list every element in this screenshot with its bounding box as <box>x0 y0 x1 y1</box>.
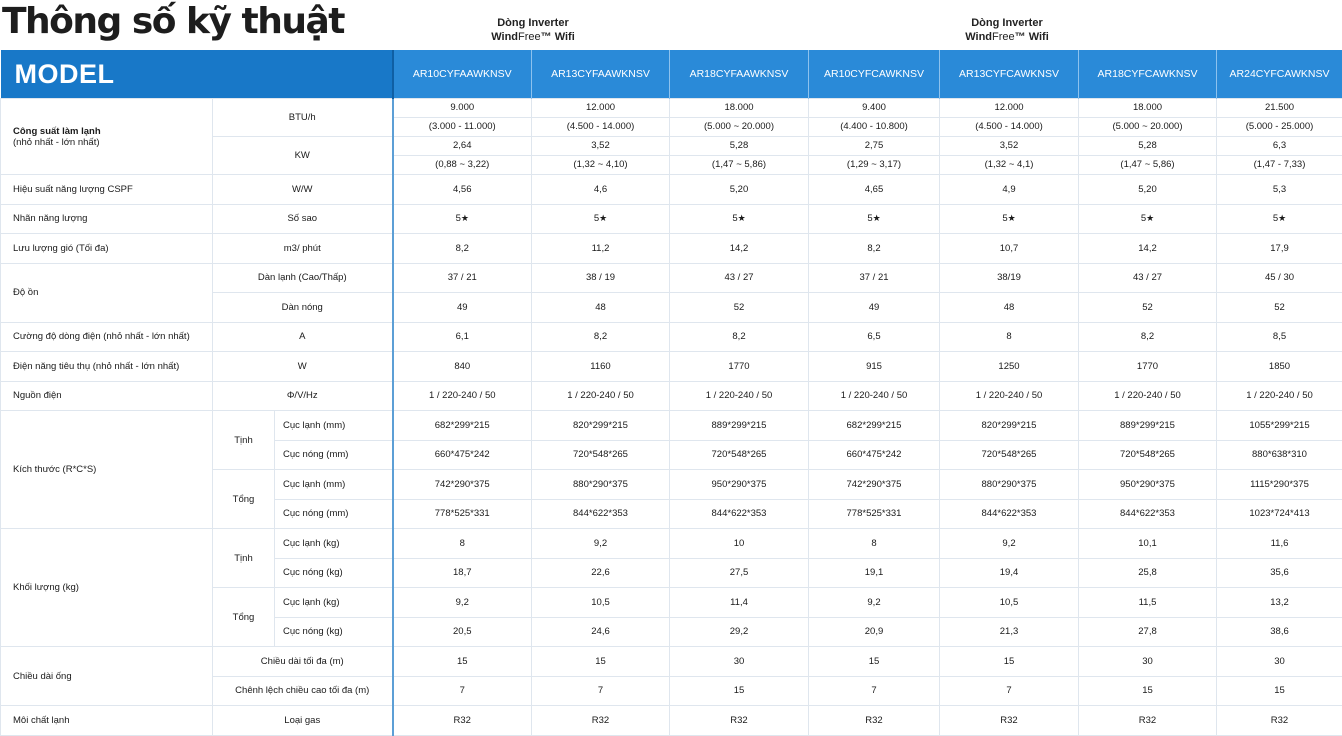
series-brand <box>922 30 1092 44</box>
value-cell: 1 / 220-240 / 50 <box>809 381 940 411</box>
value-cell: 15 <box>940 647 1079 677</box>
value-cell: 1055*299*215 <box>1217 411 1342 441</box>
value-cell: 12.000 (4.500 - 14.000) <box>532 99 670 137</box>
unit-gas: Loại gas <box>213 706 393 736</box>
value-cell: 889*299*215 <box>1079 411 1217 441</box>
series-tm: ™ <box>1015 31 1026 43</box>
value-cell: 1 / 220-240 / 50 <box>532 381 670 411</box>
value-cell: 15 <box>1217 676 1342 706</box>
value-cell: 5★ <box>809 204 940 234</box>
value-cell: 15 <box>393 647 532 677</box>
row-label-dimensions: Kích thước (R*C*S) <box>1 411 213 529</box>
row-label-energy-label: Nhãn năng lượng <box>1 204 213 234</box>
value-cell: R32 <box>532 706 670 736</box>
value-cell: 1850 <box>1217 352 1342 382</box>
model-name: AR13CYFAAWKNSV <box>532 50 670 99</box>
value-cell: 4,65 <box>809 175 940 205</box>
value-cell: 25,8 <box>1079 558 1217 588</box>
row-label-weight: Khối lượng (kg) <box>1 529 213 647</box>
model-name: AR10CYFCAWKNSV <box>809 50 940 99</box>
weight-indoor-label: Cục lạnh (kg) <box>275 529 393 559</box>
value-cell: 18.000 (5.000 ~ 20.000) <box>670 99 809 137</box>
pipe-max-length-label: Chiều dài tối đa (m) <box>213 647 393 677</box>
value-cell: 6,3 (1,47 - 7,33) <box>1217 137 1342 175</box>
value-cell: 660*475*242 <box>393 440 532 470</box>
table-row <box>1 322 1342 352</box>
value-cell: 915 <box>809 352 940 382</box>
weight-net-label: Tịnh <box>213 529 275 588</box>
unit-supply: Φ/V/Hz <box>213 381 393 411</box>
value-cell: 5,3 <box>1217 175 1342 205</box>
row-label-pipe: Chiều dài ống <box>1 647 213 706</box>
value-cell: 52 <box>1079 293 1217 323</box>
star-icon: ★ <box>1008 213 1016 223</box>
model-name: AR10CYFAAWKNSV <box>393 50 532 99</box>
value-cell: 720*548*265 <box>1079 440 1217 470</box>
value-cell: 5★ <box>670 204 809 234</box>
value-cell: 8 <box>940 322 1079 352</box>
value-cell: 15 <box>1079 676 1217 706</box>
value-cell: 21.500 (5.000 - 25.000) <box>1217 99 1342 137</box>
unit-current: A <box>213 322 393 352</box>
value-cell: 5,20 <box>670 175 809 205</box>
value-cell: 11,6 <box>1217 529 1342 559</box>
value-cell: 5★ <box>532 204 670 234</box>
value-cell: 8,2 <box>393 234 532 264</box>
value-cell: 11,4 <box>670 588 809 618</box>
value-cell: 8,2 <box>1079 322 1217 352</box>
value-cell: 52 <box>670 293 809 323</box>
value-cell: 18.000 (5.000 ~ 20.000) <box>1079 99 1217 137</box>
value-cell: 1 / 220-240 / 50 <box>393 381 532 411</box>
value-cell: 48 <box>532 293 670 323</box>
value-cell: 11,2 <box>532 234 670 264</box>
value-cell: 742*290*375 <box>809 470 940 500</box>
value-cell: 37 / 21 <box>809 263 940 293</box>
value-cell: 43 / 27 <box>1079 263 1217 293</box>
table-row <box>1 234 1342 264</box>
row-label-current: Cường độ dòng điện (nhỏ nhất - lớn nhất) <box>1 322 213 352</box>
value-cell: 49 <box>809 293 940 323</box>
value-cell: 950*290*375 <box>670 470 809 500</box>
value-cell: 30 <box>1217 647 1342 677</box>
value-cell: 1 / 220-240 / 50 <box>940 381 1079 411</box>
spec-table <box>0 50 1342 736</box>
value-cell: 950*290*375 <box>1079 470 1217 500</box>
value-cell: 2,75 (1,29 ~ 3,17) <box>809 137 940 175</box>
value-cell: 1160 <box>532 352 670 382</box>
value-cell: 30 <box>670 647 809 677</box>
value-cell: R32 <box>393 706 532 736</box>
value-cell: 889*299*215 <box>670 411 809 441</box>
value-cell: 17,9 <box>1217 234 1342 264</box>
value-cell: 720*548*265 <box>940 440 1079 470</box>
pipe-height-diff-label: Chênh lệch chiều cao tối đa (m) <box>213 676 393 706</box>
value-cell: 37 / 21 <box>393 263 532 293</box>
series-wind: Wind <box>491 31 518 43</box>
value-cell: 1 / 220-240 / 50 <box>1079 381 1217 411</box>
value-cell: 742*290*375 <box>393 470 532 500</box>
value-cell: 3,52 (1,32 ~ 4,1) <box>940 137 1079 175</box>
series-wifi: Wifi <box>555 31 575 43</box>
dimensions-outdoor-label: Cục nóng (mm) <box>275 499 393 529</box>
dimensions-gross-label: Tổng <box>213 470 275 529</box>
value-cell: 840 <box>393 352 532 382</box>
value-cell: 682*299*215 <box>809 411 940 441</box>
value-cell: 8,5 <box>1217 322 1342 352</box>
table-row <box>1 99 1342 137</box>
value-cell: 5★ <box>940 204 1079 234</box>
value-cell: 6,5 <box>809 322 940 352</box>
value-cell: 43 / 27 <box>670 263 809 293</box>
cooling-capacity-subtitle: (nhỏ nhất - lớn nhất) <box>13 137 210 148</box>
value-cell: 10,1 <box>1079 529 1217 559</box>
weight-gross-label: Tổng <box>213 588 275 647</box>
value-cell: 5★ <box>1217 204 1342 234</box>
series-wind: Wind <box>965 31 992 43</box>
series-brand <box>448 30 618 44</box>
value-cell: 19,1 <box>809 558 940 588</box>
value-cell: 27,5 <box>670 558 809 588</box>
value-cell: 30 <box>1079 647 1217 677</box>
row-label-cspf: Hiệu suất năng lượng CSPF <box>1 175 213 205</box>
value-cell: 15 <box>809 647 940 677</box>
value-cell: 6,1 <box>393 322 532 352</box>
value-cell: 38 / 19 <box>532 263 670 293</box>
value-cell: 1 / 220-240 / 50 <box>1217 381 1342 411</box>
value-cell: 4,6 <box>532 175 670 205</box>
series-line: Dòng Inverter <box>922 16 1092 30</box>
value-cell: 880*290*375 <box>532 470 670 500</box>
value-cell: R32 <box>1217 706 1342 736</box>
dimensions-net-label: Tịnh <box>213 411 275 470</box>
value-cell: 10,5 <box>940 588 1079 618</box>
weight-indoor-label: Cục lạnh (kg) <box>275 588 393 618</box>
value-cell: 9,2 <box>532 529 670 559</box>
value-cell: 49 <box>393 293 532 323</box>
value-cell: 3,52 (1,32 ~ 4,10) <box>532 137 670 175</box>
value-cell: 9,2 <box>940 529 1079 559</box>
value-cell: 720*548*265 <box>670 440 809 470</box>
value-cell: 35,6 <box>1217 558 1342 588</box>
value-cell: 1770 <box>670 352 809 382</box>
value-cell: 38,6 <box>1217 617 1342 647</box>
series-tm: ™ <box>541 31 552 43</box>
value-cell: 9,2 <box>393 588 532 618</box>
unit-kw: KW <box>213 137 393 175</box>
value-cell: 880*638*310 <box>1217 440 1342 470</box>
star-icon: ★ <box>599 213 607 223</box>
value-cell: 52 <box>1217 293 1342 323</box>
value-cell: 45 / 30 <box>1217 263 1342 293</box>
value-cell: 5,28 (1,47 ~ 5,86) <box>1079 137 1217 175</box>
model-header-row <box>1 50 1342 99</box>
value-cell: R32 <box>1079 706 1217 736</box>
series-free: Free <box>518 31 541 43</box>
model-label: MODEL <box>1 50 393 99</box>
model-name: AR18CYFAAWKNSV <box>670 50 809 99</box>
table-row <box>1 175 1342 205</box>
value-cell: 7 <box>809 676 940 706</box>
value-cell: 660*475*242 <box>809 440 940 470</box>
table-row <box>1 204 1342 234</box>
value-cell: 15 <box>532 647 670 677</box>
model-name: AR18CYFCAWKNSV <box>1079 50 1217 99</box>
dimensions-outdoor-label: Cục nóng (mm) <box>275 440 393 470</box>
value-cell: R32 <box>670 706 809 736</box>
unit-noise-outdoor: Dàn nóng <box>213 293 393 323</box>
value-cell: 778*525*331 <box>809 499 940 529</box>
value-cell: 20,5 <box>393 617 532 647</box>
value-cell: 844*622*353 <box>1079 499 1217 529</box>
value-cell: 10,7 <box>940 234 1079 264</box>
series-label-cyfc <box>922 16 1092 44</box>
value-cell: 1770 <box>1079 352 1217 382</box>
value-cell: 7 <box>940 676 1079 706</box>
value-cell: 844*622*353 <box>532 499 670 529</box>
table-row <box>1 352 1342 382</box>
row-label-airflow: Lưu lượng gió (Tối đa) <box>1 234 213 264</box>
star-icon: ★ <box>1146 213 1154 223</box>
value-cell: 1 / 220-240 / 50 <box>670 381 809 411</box>
table-row <box>1 263 1342 293</box>
value-cell: 27,8 <box>1079 617 1217 647</box>
value-cell: 21,3 <box>940 617 1079 647</box>
value-cell: 29,2 <box>670 617 809 647</box>
value-cell: 20,9 <box>809 617 940 647</box>
table-row <box>1 381 1342 411</box>
value-cell: 720*548*265 <box>532 440 670 470</box>
value-cell: 10,5 <box>532 588 670 618</box>
value-cell: 778*525*331 <box>393 499 532 529</box>
row-label-noise: Độ ồn <box>1 263 213 322</box>
weight-outdoor-label: Cục nóng (kg) <box>275 558 393 588</box>
value-cell: 14,2 <box>1079 234 1217 264</box>
value-cell: 9,2 <box>809 588 940 618</box>
value-cell: 5★ <box>1079 204 1217 234</box>
row-label-power: Điện năng tiêu thụ (nhỏ nhất - lớn nhất) <box>1 352 213 382</box>
row-label-supply: Nguồn điện <box>1 381 213 411</box>
table-row <box>1 706 1342 736</box>
model-name: AR13CYFCAWKNSV <box>940 50 1079 99</box>
unit-stars: Số sao <box>213 204 393 234</box>
value-cell: 880*290*375 <box>940 470 1079 500</box>
value-cell: 22,6 <box>532 558 670 588</box>
series-wifi: Wifi <box>1029 31 1049 43</box>
value-cell: 7 <box>532 676 670 706</box>
star-icon: ★ <box>1278 213 1286 223</box>
table-row <box>1 529 1342 559</box>
value-cell: 19,4 <box>940 558 1079 588</box>
value-cell: R32 <box>809 706 940 736</box>
value-cell: 4,9 <box>940 175 1079 205</box>
unit-cspf: W/W <box>213 175 393 205</box>
value-cell: 48 <box>940 293 1079 323</box>
value-cell: 7 <box>393 676 532 706</box>
value-cell: 13,2 <box>1217 588 1342 618</box>
value-cell: 2,64 (0,88 ~ 3,22) <box>393 137 532 175</box>
series-free: Free <box>992 31 1015 43</box>
value-cell: 15 <box>670 676 809 706</box>
star-icon: ★ <box>873 213 881 223</box>
value-cell: 11,5 <box>1079 588 1217 618</box>
value-cell: 5,28 (1,47 ~ 5,86) <box>670 137 809 175</box>
value-cell: 18,7 <box>393 558 532 588</box>
model-name: AR24CYFCAWKNSV <box>1217 50 1342 99</box>
dimensions-indoor-label: Cục lạnh (mm) <box>275 411 393 441</box>
value-cell: R32 <box>940 706 1079 736</box>
unit-noise-indoor: Dàn lạnh (Cao/Thấp) <box>213 263 393 293</box>
table-row <box>1 411 1342 441</box>
value-cell: 5★ <box>393 204 532 234</box>
weight-outdoor-label: Cục nóng (kg) <box>275 617 393 647</box>
unit-btu: BTU/h <box>213 99 393 137</box>
value-cell: 8,2 <box>670 322 809 352</box>
value-cell: 844*622*353 <box>940 499 1079 529</box>
value-cell: 38/19 <box>940 263 1079 293</box>
value-cell: 8 <box>809 529 940 559</box>
value-cell: 9.000 (3.000 - 11.000) <box>393 99 532 137</box>
value-cell: 12.000 (4.500 - 14.000) <box>940 99 1079 137</box>
page-title: Thông số kỹ thuật <box>2 0 344 44</box>
value-cell: 4,56 <box>393 175 532 205</box>
row-label-refrigerant: Môi chất lạnh <box>1 706 213 736</box>
value-cell: 8,2 <box>532 322 670 352</box>
dimensions-indoor-label: Cục lạnh (mm) <box>275 470 393 500</box>
star-icon: ★ <box>461 213 469 223</box>
value-cell: 24,6 <box>532 617 670 647</box>
value-cell: 8 <box>393 529 532 559</box>
value-cell: 5,20 <box>1079 175 1217 205</box>
value-cell: 1023*724*413 <box>1217 499 1342 529</box>
value-cell: 1115*290*375 <box>1217 470 1342 500</box>
value-cell: 844*622*353 <box>670 499 809 529</box>
series-line: Dòng Inverter <box>448 16 618 30</box>
value-cell: 8,2 <box>809 234 940 264</box>
value-cell: 1250 <box>940 352 1079 382</box>
value-cell: 820*299*215 <box>532 411 670 441</box>
star-icon: ★ <box>738 213 746 223</box>
unit-power: W <box>213 352 393 382</box>
table-row <box>1 647 1342 677</box>
value-cell: 10 <box>670 529 809 559</box>
value-cell: 820*299*215 <box>940 411 1079 441</box>
value-cell: 9.400 (4.400 - 10.800) <box>809 99 940 137</box>
series-label-cyfa <box>448 16 618 44</box>
value-cell: 682*299*215 <box>393 411 532 441</box>
value-cell: 14,2 <box>670 234 809 264</box>
cooling-capacity-title: Công suất làm lạnh <box>13 126 210 137</box>
unit-airflow: m3/ phút <box>213 234 393 264</box>
row-label-cooling-capacity <box>1 99 213 175</box>
